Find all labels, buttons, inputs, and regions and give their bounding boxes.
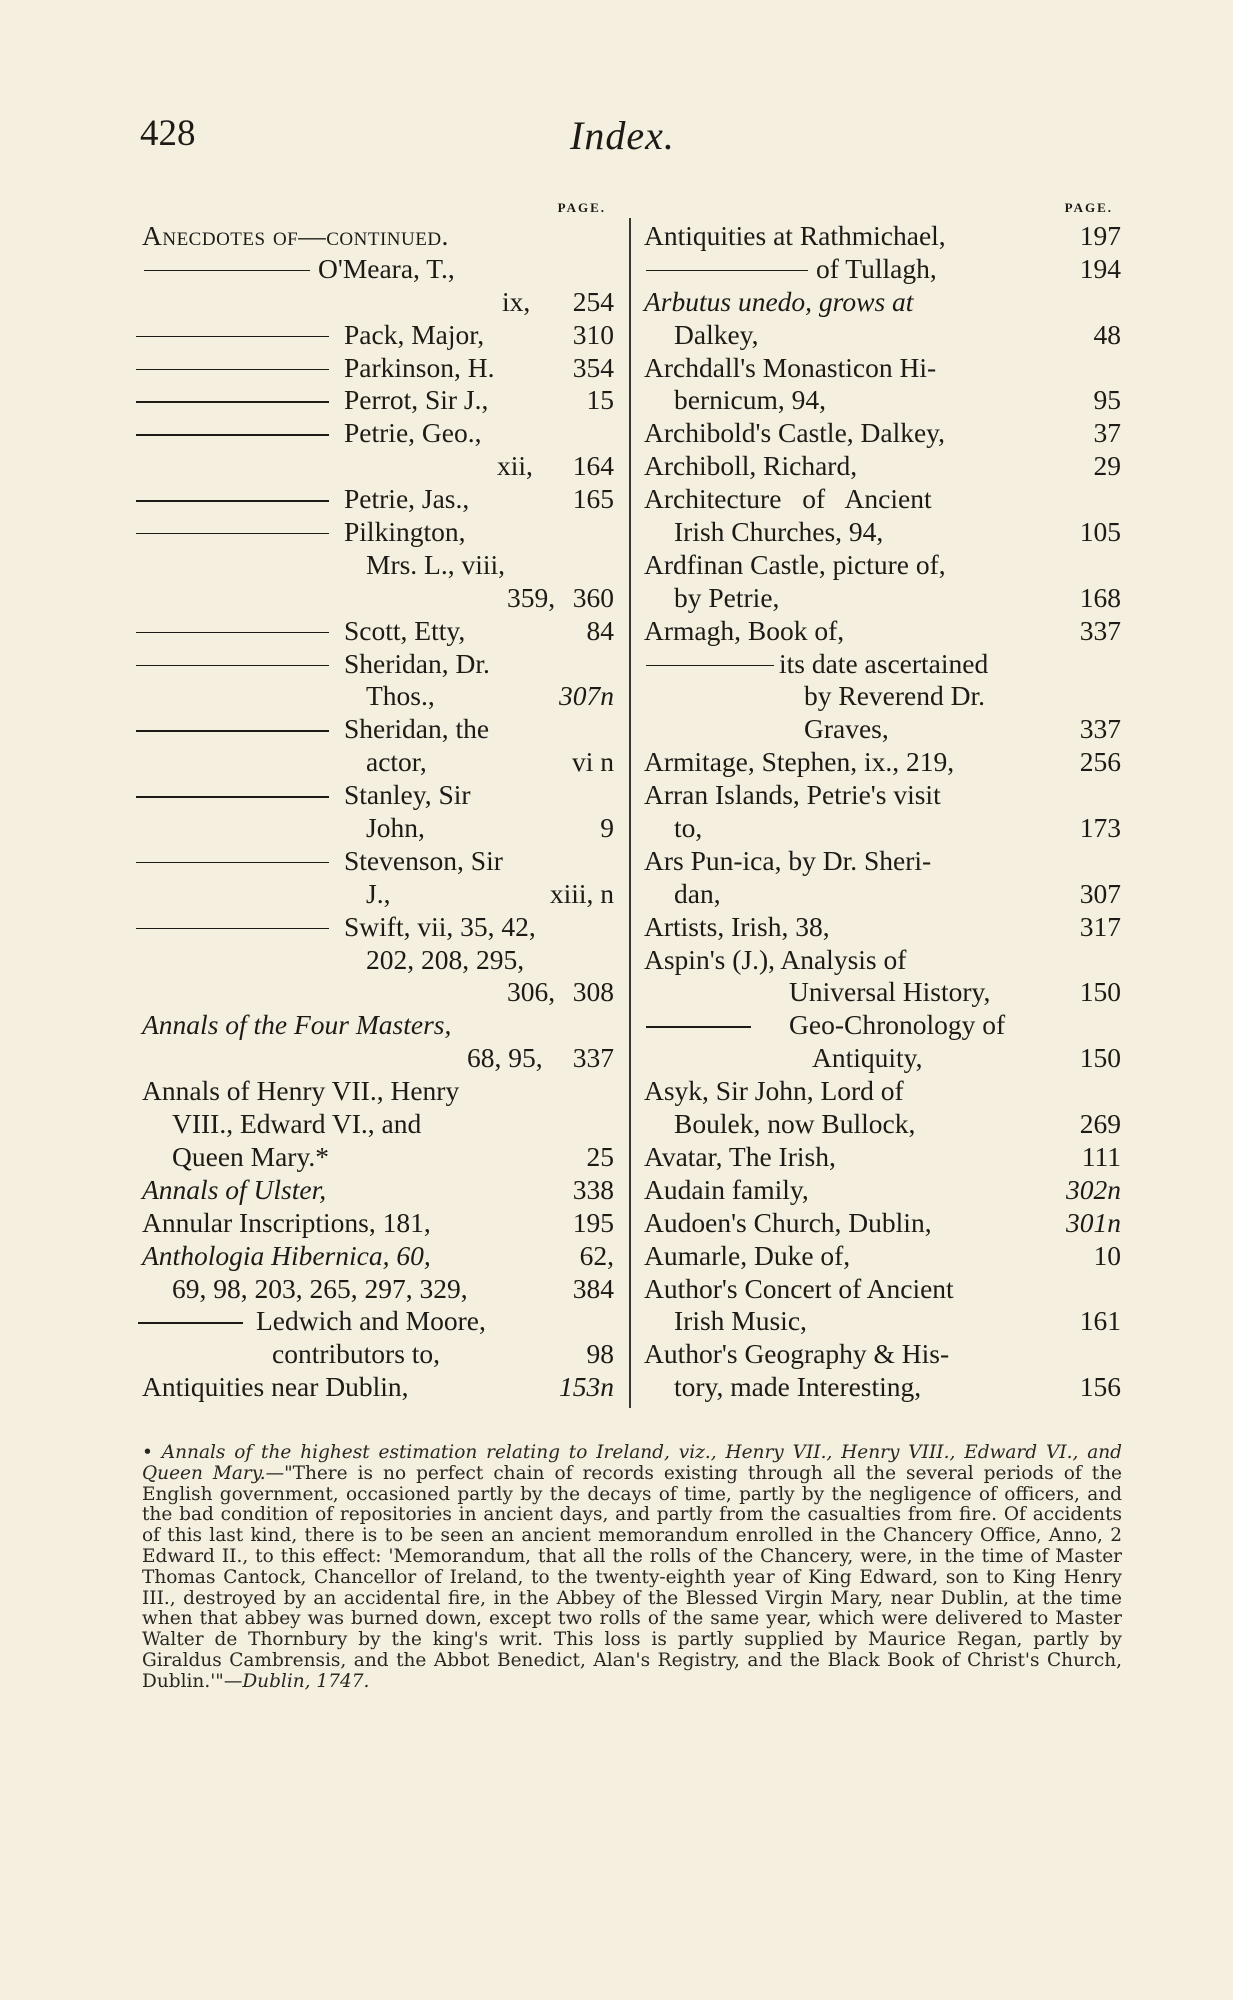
ditto-rule bbox=[646, 1026, 751, 1027]
index-entry: Universal History, bbox=[789, 976, 991, 1008]
index-entry: Aspin's (J.), Analysis of bbox=[644, 943, 907, 975]
page-ref: 308 bbox=[572, 976, 614, 1008]
index-entry: Sheridan, the bbox=[344, 713, 490, 745]
index-entry: John, bbox=[366, 812, 425, 844]
index-line bbox=[644, 648, 1121, 681]
index-line bbox=[644, 944, 1121, 977]
index-entry: Antiquities at Rathmichael, bbox=[644, 220, 946, 251]
index-line bbox=[644, 1108, 1121, 1141]
index-entry: Annals of Ulster, bbox=[142, 1173, 327, 1205]
page-ref: 254 bbox=[572, 285, 614, 317]
index-line bbox=[644, 680, 1121, 713]
ditto-rule bbox=[136, 401, 329, 402]
ditto-rule bbox=[136, 796, 329, 797]
page-ref: 62, bbox=[579, 1239, 614, 1271]
index-line bbox=[142, 450, 614, 483]
index-entry: Artists, Irish, 38, bbox=[644, 910, 830, 942]
ditto-rule bbox=[138, 1322, 243, 1323]
ditto-rule bbox=[136, 369, 329, 370]
index-entry: dan, bbox=[674, 877, 721, 909]
page-ref: 360 bbox=[572, 581, 614, 613]
page-ref: 84 bbox=[586, 614, 614, 646]
index-entry: Scott, Etty, bbox=[344, 614, 466, 646]
index-entry: Irish Churches, 94, bbox=[674, 516, 884, 548]
index-entry: O'Meara, T., bbox=[318, 252, 455, 284]
ditto-rule bbox=[646, 270, 808, 271]
page-ref: 29 bbox=[1093, 450, 1121, 482]
ditto-rule bbox=[136, 862, 329, 863]
index-column-right bbox=[644, 200, 1121, 1404]
index-entry: 202, 208, 295, bbox=[366, 943, 525, 975]
page-ref: 173 bbox=[1079, 812, 1121, 844]
index-entry: 359, bbox=[507, 581, 556, 613]
page-ref: 9 bbox=[600, 812, 614, 844]
page-ref: 310 bbox=[572, 318, 614, 350]
index-entry: Queen Mary.* bbox=[172, 1140, 330, 1172]
index-entry: Archdall's Monasticon Hi- bbox=[644, 351, 937, 383]
index-line bbox=[142, 582, 614, 615]
index-column-left bbox=[142, 200, 614, 1404]
index-line bbox=[644, 779, 1121, 812]
index-entry: tory, made Interesting, bbox=[674, 1371, 922, 1403]
index-entry: Author's Geography & His- bbox=[644, 1338, 950, 1370]
index-line bbox=[142, 812, 614, 845]
page-ref: 338 bbox=[572, 1173, 614, 1205]
index-line bbox=[644, 812, 1121, 845]
index-entry: Architecture of Ancient bbox=[644, 483, 932, 515]
index-line bbox=[142, 615, 614, 648]
index-line bbox=[644, 1273, 1121, 1306]
index-entry: by Reverend Dr. bbox=[804, 680, 985, 712]
index-line bbox=[644, 976, 1121, 1009]
index-entry: Petrie, Geo., bbox=[344, 417, 482, 449]
index-entry: VIII., Edward VI., and bbox=[172, 1108, 422, 1140]
index-line bbox=[142, 1338, 614, 1371]
index-line bbox=[644, 384, 1121, 417]
index-entry: Archiboll, Richard, bbox=[644, 450, 858, 482]
index-entry: Armagh, Book of, bbox=[644, 614, 845, 646]
index-line bbox=[142, 516, 614, 549]
page-ref: 111 bbox=[1081, 1140, 1121, 1172]
index-line bbox=[142, 352, 614, 385]
index-entry: 69, 98, 203, 265, 297, 329, bbox=[172, 1272, 468, 1304]
index-line bbox=[142, 845, 614, 878]
page-ref: 25 bbox=[586, 1140, 614, 1172]
index-line bbox=[644, 1075, 1121, 1108]
ditto-rule bbox=[136, 928, 329, 929]
page-ref: 98 bbox=[586, 1338, 614, 1370]
page-ref: 301n bbox=[1066, 1206, 1121, 1238]
page-ref: 384 bbox=[572, 1272, 614, 1304]
page-ref: vi n bbox=[571, 746, 614, 778]
page-ref: 194 bbox=[1079, 252, 1121, 284]
page-ref: 105 bbox=[1079, 516, 1121, 548]
page-ref: 337 bbox=[572, 1042, 614, 1074]
index-entry: Geo-Chronology of bbox=[789, 1009, 1006, 1041]
index-line bbox=[142, 1240, 614, 1273]
index-line bbox=[142, 1207, 614, 1240]
index-line bbox=[142, 286, 614, 319]
ditto-rule bbox=[136, 336, 329, 337]
index-line bbox=[644, 1207, 1121, 1240]
index-entry: 68, 95, bbox=[467, 1042, 543, 1074]
index-line bbox=[644, 483, 1121, 516]
index-entry: Ars Pun-ica, by Dr. Sheri- bbox=[644, 844, 932, 876]
index-line bbox=[644, 1042, 1121, 1075]
index-entry: Swift, vii, 35, 42, bbox=[344, 910, 536, 942]
index-line bbox=[142, 1075, 614, 1108]
index-entry: Annular Inscriptions, 181, bbox=[142, 1206, 431, 1238]
index-entry: Mrs. L., viii, bbox=[366, 548, 506, 580]
page-ref: 307n bbox=[559, 680, 614, 712]
index-entry: bernicum, 94, bbox=[674, 384, 826, 416]
index-line bbox=[142, 976, 614, 1009]
ditto-rule bbox=[136, 730, 329, 731]
index-entry: ix, bbox=[502, 285, 531, 317]
page-ref: 150 bbox=[1079, 976, 1121, 1008]
footnote-source: Dublin, 1747. bbox=[242, 1670, 370, 1692]
index-line bbox=[142, 549, 614, 582]
index-entry: Boulek, now Bullock, bbox=[674, 1108, 916, 1140]
page-ref: 150 bbox=[1079, 1042, 1121, 1074]
index-line bbox=[644, 253, 1121, 286]
index-entry: Dalkey, bbox=[674, 318, 759, 350]
page-ref: 168 bbox=[1079, 581, 1121, 613]
index-entry: Sheridan, Dr. bbox=[344, 647, 490, 679]
index-line bbox=[142, 253, 614, 286]
index-line bbox=[644, 220, 1121, 253]
page-column-label: PAGE. bbox=[1064, 200, 1113, 215]
ditto-rule bbox=[136, 434, 329, 435]
index-entry: Avatar, The Irish, bbox=[644, 1140, 836, 1172]
page-ref: 48 bbox=[1093, 318, 1121, 350]
page-ref: 337 bbox=[1079, 614, 1121, 646]
index-line bbox=[142, 1141, 614, 1174]
index-entry: of Tullagh, bbox=[816, 252, 937, 284]
index-line bbox=[142, 779, 614, 812]
index-line bbox=[142, 911, 614, 944]
index-entry: its date ascertained bbox=[779, 647, 989, 679]
page-header bbox=[140, 112, 1100, 172]
index-line bbox=[644, 352, 1121, 385]
index-line bbox=[644, 845, 1121, 878]
index-line bbox=[142, 1305, 614, 1338]
index-line bbox=[142, 1042, 614, 1075]
index-entry: Aumarle, Duke of, bbox=[644, 1239, 851, 1271]
index-line bbox=[644, 713, 1121, 746]
index-entry: Thos., bbox=[366, 680, 435, 712]
index-line bbox=[644, 1338, 1121, 1371]
index-entry: by Petrie, bbox=[674, 581, 780, 613]
index-entry: J., bbox=[366, 877, 391, 909]
index-line bbox=[142, 1108, 614, 1141]
page-ref: 302n bbox=[1066, 1173, 1121, 1205]
index-line bbox=[142, 648, 614, 681]
index-line bbox=[644, 911, 1121, 944]
ditto-rule bbox=[136, 500, 329, 501]
index-entry: Audoen's Church, Dublin, bbox=[644, 1206, 932, 1238]
index-line bbox=[142, 878, 614, 911]
index-line bbox=[644, 1371, 1121, 1404]
index-line bbox=[644, 1240, 1121, 1273]
index-entry: contributors to, bbox=[272, 1338, 441, 1370]
index-entry: Anthologia Hibernica, 60, bbox=[142, 1239, 431, 1271]
index-entry: Arran Islands, Petrie's visit bbox=[644, 779, 941, 811]
index-entry: Anecdotes of—continued. bbox=[142, 220, 449, 251]
ditto-rule bbox=[144, 270, 310, 271]
index-line bbox=[142, 417, 614, 450]
index-line bbox=[644, 1009, 1121, 1042]
index-entry: Audain family, bbox=[644, 1173, 809, 1205]
index-line bbox=[142, 220, 614, 253]
ditto-rule bbox=[646, 665, 774, 666]
index-line bbox=[644, 1174, 1121, 1207]
index-line bbox=[142, 1371, 614, 1404]
ditto-rule bbox=[136, 533, 329, 534]
index-entry: Antiquity, bbox=[812, 1042, 923, 1074]
page-ref: 95 bbox=[1093, 384, 1121, 416]
page-ref: 156 bbox=[1079, 1371, 1121, 1403]
footnote bbox=[142, 1443, 1122, 1693]
column-divider bbox=[629, 218, 631, 1408]
page-ref: 10 bbox=[1093, 1239, 1121, 1271]
footnote-body: "There is no perfect chain of records existing through all the several periods of the English government, occasioned partly by the decays of time, partly by the negligence of officers, and the bad condition of repositories in ancient days, and partly from the casualties from fire. Of accidents of this last kind, there is to be seen an ancient memorandum enrolled in the Chancery Office, Anno, 2 Edward II., to this effect: 'Memorandum, that all the rolls of the Chancery, were, in the time of Master Thomas Cantock, Chancellor of Ireland, to the twenty-eighth year of King Edward, son to King Henry III., destroyed by an accidental fire, in the Abbey of the Blessed Virgin Mary, near Dublin, at the time when that abbey was burned down, except two rolls of the same year, which were delivered to Master Walter de Thornbury by the king's writ. This loss is partly supplied by Maurice Regan, partly by Giraldus Cambrensis, and the Abbot Benedict, Alan's Registry, and the Black Book of Christ's Church, Dublin.'"— bbox=[142, 1462, 1122, 1692]
page-ref: 307 bbox=[1079, 877, 1121, 909]
page-ref: 195 bbox=[572, 1206, 614, 1238]
page-column-label: PAGE. bbox=[557, 200, 606, 215]
index-entry: Graves, bbox=[804, 713, 889, 745]
index-entry: Annals of Henry VII., Henry bbox=[142, 1075, 460, 1107]
index-entry: 306, bbox=[507, 976, 556, 1008]
page-ref: 165 bbox=[572, 483, 614, 515]
index-entry: Annals of the Four Masters, bbox=[142, 1009, 452, 1041]
page-ref: 269 bbox=[1079, 1108, 1121, 1140]
index-line bbox=[142, 680, 614, 713]
index-entry: Ledwich and Moore, bbox=[256, 1305, 486, 1337]
index-line bbox=[142, 1273, 614, 1306]
ditto-rule bbox=[136, 665, 329, 666]
page-ref: 317 bbox=[1079, 910, 1121, 942]
index-line bbox=[142, 483, 614, 516]
page-ref: 15 bbox=[586, 384, 614, 416]
index-entry: Antiquities near Dublin, bbox=[142, 1371, 409, 1403]
page-title: Index. bbox=[570, 113, 675, 158]
index-entry: Irish Music, bbox=[674, 1305, 807, 1337]
index-line bbox=[142, 319, 614, 352]
index-entry: Asyk, Sir John, Lord of bbox=[644, 1075, 904, 1107]
footnote-lead: • Annals of the highest estimation relating to Ireland, viz., Henry VII., Henry VIII., Edward VI., and Queen Mary.— bbox=[142, 1442, 1122, 1484]
page-ref: 354 bbox=[572, 351, 614, 383]
page-ref: 197 bbox=[1079, 220, 1121, 251]
index-entry: Author's Concert of Ancient bbox=[644, 1272, 954, 1304]
index-line bbox=[644, 516, 1121, 549]
index-line bbox=[142, 384, 614, 417]
index-entry: Archibold's Castle, Dalkey, bbox=[644, 417, 946, 449]
page-ref: 37 bbox=[1093, 417, 1121, 449]
index-line bbox=[644, 1141, 1121, 1174]
index-entry: Pilkington, bbox=[344, 516, 466, 548]
index-entry: Armitage, Stephen, ix., 219, bbox=[644, 746, 955, 778]
index-line bbox=[644, 450, 1121, 483]
index-line bbox=[644, 615, 1121, 648]
index-line bbox=[142, 746, 614, 779]
index-line bbox=[142, 713, 614, 746]
index-entry: actor, bbox=[366, 746, 427, 778]
index-line bbox=[644, 582, 1121, 615]
index-entry: to, bbox=[674, 812, 703, 844]
index-entry: Parkinson, H. bbox=[344, 351, 495, 383]
page-ref: 256 bbox=[1079, 746, 1121, 778]
page-ref: 337 bbox=[1079, 713, 1121, 745]
index-line bbox=[142, 1174, 614, 1207]
index-entry: Stevenson, Sir bbox=[344, 844, 503, 876]
index-entry: Perrot, Sir J., bbox=[344, 384, 489, 416]
index-entry: Ardfinan Castle, picture of, bbox=[644, 548, 946, 580]
page-ref: 161 bbox=[1079, 1305, 1121, 1337]
ditto-rule bbox=[136, 632, 329, 633]
index-line bbox=[644, 417, 1121, 450]
index-line bbox=[644, 1305, 1121, 1338]
page-ref: 164 bbox=[572, 450, 614, 482]
index-entry: Petrie, Jas., bbox=[344, 483, 470, 515]
index-line bbox=[644, 746, 1121, 779]
index-line bbox=[644, 319, 1121, 352]
index-line bbox=[644, 286, 1121, 319]
page-ref: xiii, n bbox=[549, 877, 614, 909]
index-line bbox=[644, 878, 1121, 911]
index-line bbox=[142, 944, 614, 977]
index-entry: Pack, Major, bbox=[344, 318, 485, 350]
index-entry: Stanley, Sir bbox=[344, 779, 471, 811]
page-ref: 153n bbox=[559, 1371, 614, 1403]
index-line bbox=[644, 549, 1121, 582]
index-line bbox=[142, 1009, 614, 1042]
index-entry: xii, bbox=[497, 450, 533, 482]
page-number: 428 bbox=[140, 113, 196, 154]
index-entry: Arbutus unedo, grows at bbox=[644, 285, 914, 317]
